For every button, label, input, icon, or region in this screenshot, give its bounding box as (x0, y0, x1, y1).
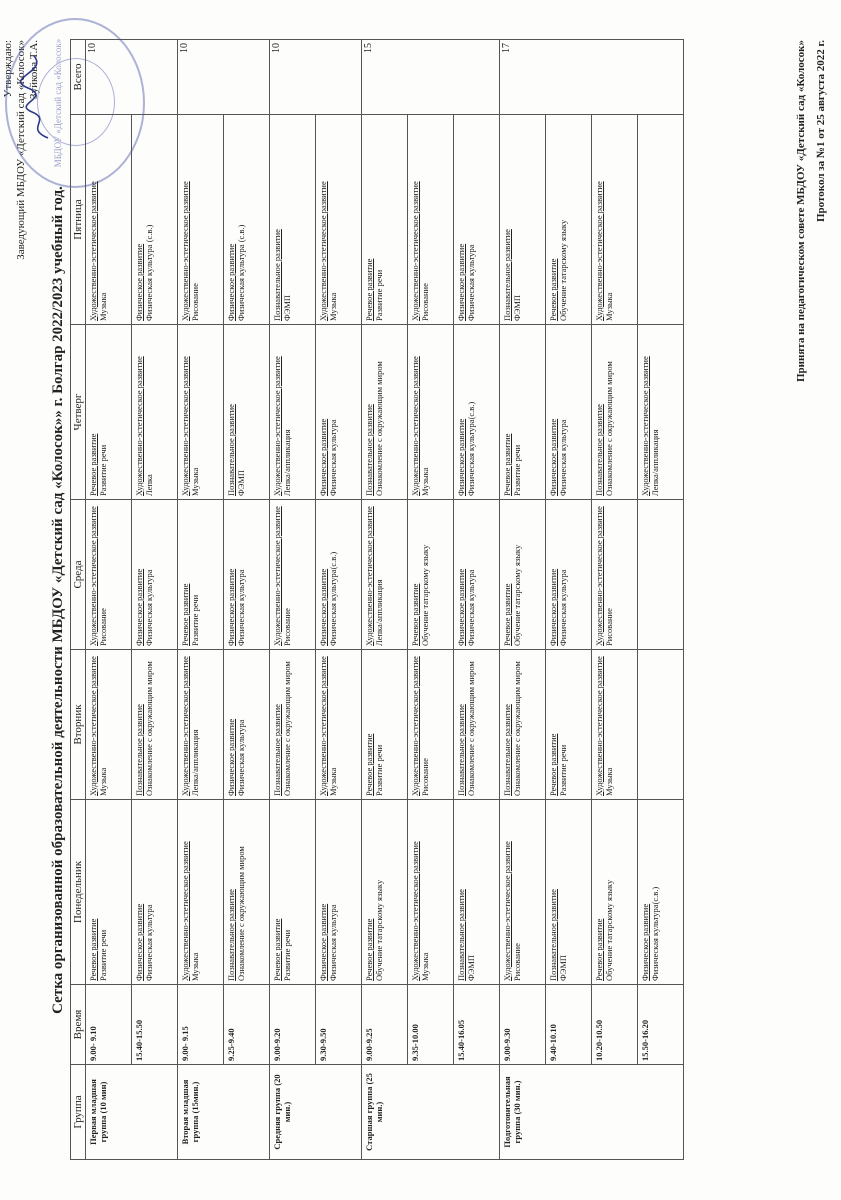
activity-cell (224, 325, 270, 500)
activity-domain: Речевое развитие (364, 258, 374, 321)
time-cell: 9.00-9.25 (362, 985, 408, 1065)
activity-domain: Художественно-эстетическое развитие (364, 506, 374, 646)
activity-cell (178, 115, 224, 325)
group-name-cell: Подготовительная группа (30 мин.) (500, 1065, 684, 1160)
activity-cell (224, 115, 270, 325)
activity-cell (546, 650, 592, 800)
activity-cell (362, 500, 408, 650)
activity-name: Физическая культура (144, 904, 154, 981)
schedule-table (70, 39, 684, 1160)
activity-name: Физическая культура (144, 569, 154, 646)
activity-cell (454, 650, 500, 800)
activity-domain: Художественно-эстетическое развитие (180, 841, 190, 981)
activity-cell (86, 115, 132, 325)
activity-domain: Художественно-эстетическое развитие (318, 181, 328, 321)
activity-name: Обучение татарскому языку (374, 879, 384, 981)
activity-domain: Познавательное развитие (134, 704, 144, 796)
total-cell: 15 (362, 40, 500, 115)
activity-domain: Познавательное развитие (272, 704, 282, 796)
table-row (592, 40, 638, 1160)
activity-domain: Физическое развитие (318, 568, 328, 646)
approval-line1: Заведующий МБДОУ «Детский сад «Колосок» (15, 40, 27, 260)
activity-cell (546, 325, 592, 500)
total-cell: 10 (270, 40, 362, 115)
activity-name: Ознакомление с окружающим миром (236, 846, 246, 981)
activity-cell (546, 500, 592, 650)
activity-domain: Познавательное развитие (226, 404, 236, 496)
activity-cell (316, 650, 362, 800)
activity-name: Развитие речи (98, 444, 108, 496)
activity-cell (178, 325, 224, 500)
activity-domain: Речевое развитие (502, 583, 512, 646)
activity-domain: Речевое развитие (410, 583, 420, 646)
activity-cell (178, 500, 224, 650)
activity-cell (408, 800, 454, 985)
time-cell: 15.40-15.50 (132, 985, 178, 1065)
activity-cell (638, 325, 684, 500)
approval-line2: Зуйкова Т.А. (28, 40, 40, 99)
activity-name: Физическая культура (с.в.) (236, 224, 246, 321)
activity-cell (178, 800, 224, 985)
activity-domain: Художественно-эстетическое развитие (272, 356, 282, 496)
activity-name: Музыка (190, 952, 200, 981)
activity-domain: Физическое развитие (318, 418, 328, 496)
activity-domain: Физическое развитие (226, 243, 236, 321)
activity-name: Музыка (98, 767, 108, 796)
activity-name: Физическая культура (558, 419, 568, 496)
activity-cell (316, 500, 362, 650)
activity-domain: Физическое развитие (548, 568, 558, 646)
time-cell: 9.00-9.30 (500, 985, 546, 1065)
column-header: Время (71, 985, 86, 1065)
activity-cell (500, 325, 546, 500)
column-header: Всего (71, 40, 86, 115)
activity-domain: Речевое развитие (88, 918, 98, 981)
activity-name: Ознакомление с окружающим миром (374, 361, 384, 496)
activity-domain: Физическое развитие (456, 418, 466, 496)
activity-domain: Познавательное развитие (364, 404, 374, 496)
activity-domain: Художественно-эстетическое развитие (180, 181, 190, 321)
activity-cell (408, 650, 454, 800)
activity-domain: Физическое развитие (134, 243, 144, 321)
time-cell: 9.25-9.40 (224, 985, 270, 1065)
activity-name: Развитие речи (282, 929, 292, 981)
activity-domain: Художественно-эстетическое развитие (640, 356, 650, 496)
activity-domain: Художественно-эстетическое развитие (180, 656, 190, 796)
activity-name: Музыка (604, 767, 614, 796)
activity-name: Физическая культура (236, 569, 246, 646)
activity-domain: Речевое развитие (180, 583, 190, 646)
activity-cell (500, 650, 546, 800)
footer-line1: Принята на педагогическом совете МБДОУ «Детский сад «Колосок» (795, 40, 807, 383)
activity-name: Рисование (420, 283, 430, 321)
activity-cell (638, 500, 684, 650)
activity-cell (408, 325, 454, 500)
table-row (86, 40, 132, 1160)
activity-name: Рисование (282, 608, 292, 646)
group-name-cell: Первая младшая группа (10 мин) (86, 1065, 178, 1160)
activity-name: Рисование (98, 608, 108, 646)
activity-name: Рисование (604, 608, 614, 646)
activity-name: Развитие речи (98, 929, 108, 981)
activity-domain: Художественно-эстетическое развитие (88, 181, 98, 321)
activity-domain: Физическое развитие (456, 568, 466, 646)
activity-name: Музыка (190, 467, 200, 496)
page-title: Сетка организованной образовательной деятельности МБДОУ «Детский сад «Колосок»» г. Болгар 2022/2023 учебный год. (50, 186, 66, 1014)
activity-cell (86, 325, 132, 500)
activity-domain: Познавательное развитие (502, 229, 512, 321)
column-header: Понедельник (71, 800, 86, 985)
activity-cell (592, 500, 638, 650)
activity-name: Ознакомление с окружающим миром (466, 661, 476, 796)
activity-domain: Художественно-эстетическое развитие (594, 656, 604, 796)
activity-domain: Физическое развитие (640, 903, 650, 981)
activity-cell (592, 800, 638, 985)
activity-domain: Физическое развитие (226, 718, 236, 796)
activity-name: Лепка/аппликация (650, 429, 660, 496)
activity-name: Музыка (328, 292, 338, 321)
activity-name: Физическая культура (328, 419, 338, 496)
activity-name: Развитие речи (558, 744, 568, 796)
table-row (316, 40, 362, 1160)
time-cell: 9.00- 9.10 (86, 985, 132, 1065)
table-row (178, 40, 224, 1160)
activity-name: Обучение татарскому языку (512, 544, 522, 646)
activity-cell (408, 115, 454, 325)
activity-domain: Речевое развитие (594, 918, 604, 981)
activity-domain: Познавательное развитие (594, 404, 604, 496)
activity-cell (132, 325, 178, 500)
activity-cell (362, 650, 408, 800)
activity-domain: Художественно-эстетическое развитие (502, 841, 512, 981)
activity-name: Ознакомление с окружающим миром (604, 361, 614, 496)
activity-domain: Речевое развитие (364, 733, 374, 796)
activity-name: Развитие речи (512, 444, 522, 496)
table-row (270, 40, 316, 1160)
activity-cell (592, 115, 638, 325)
activity-name: Музыка (420, 952, 430, 981)
activity-cell (86, 500, 132, 650)
time-cell: 9.00- 9.15 (178, 985, 224, 1065)
activity-domain: Физическое развитие (318, 903, 328, 981)
activity-domain: Познавательное развитие (548, 889, 558, 981)
activity-domain: Художественно-эстетическое развитие (88, 506, 98, 646)
activity-name: Рисование (420, 758, 430, 796)
group-name-cell: Старшая группа (25 мин.) (362, 1065, 500, 1160)
activity-cell (224, 650, 270, 800)
activity-cell (638, 650, 684, 800)
activity-cell (86, 650, 132, 800)
activity-name: Ознакомление с окружающим миром (144, 661, 154, 796)
activity-domain: Речевое развитие (364, 918, 374, 981)
activity-name: Обучение татарскому языку (604, 879, 614, 981)
activity-cell (546, 115, 592, 325)
activity-cell (316, 115, 362, 325)
activity-name: Рисование (512, 943, 522, 981)
time-cell: 9.00-9.20 (270, 985, 316, 1065)
activity-cell (362, 325, 408, 500)
activity-name: Развитие речи (374, 744, 384, 796)
activity-domain: Художественно-эстетическое развитие (594, 181, 604, 321)
activity-cell (500, 800, 546, 985)
table-row (132, 40, 178, 1160)
activity-name: Рисование (190, 283, 200, 321)
activity-cell (316, 800, 362, 985)
activity-cell (270, 800, 316, 985)
activity-name: Физическая культура (558, 569, 568, 646)
activity-name: Физическая культура(с.в.) (650, 886, 660, 981)
activity-domain: Художественно-эстетическое развитие (410, 356, 420, 496)
activity-domain: Художественно-эстетическое развитие (134, 356, 144, 496)
activity-cell (638, 115, 684, 325)
table-row (454, 40, 500, 1160)
activity-name: Физическая культура (466, 569, 476, 646)
activity-name: Лепка/аппликация (282, 429, 292, 496)
activity-cell (500, 115, 546, 325)
activity-domain: Речевое развитие (272, 918, 282, 981)
time-cell: 9.35-10.00 (408, 985, 454, 1065)
time-cell: 9.30-9.50 (316, 985, 362, 1065)
activity-name: Ознакомление с окружающим миром (282, 661, 292, 796)
activity-cell (454, 115, 500, 325)
time-cell: 15.40-16.05 (454, 985, 500, 1065)
activity-name: Физическая культура (236, 719, 246, 796)
activity-cell (592, 325, 638, 500)
activity-cell (132, 650, 178, 800)
column-header: Вторник (71, 650, 86, 800)
column-header: Пятница (71, 115, 86, 325)
activity-name: Лепка/аппликация (190, 729, 200, 796)
activity-cell (362, 115, 408, 325)
activity-name: Физическая культура (с.в.) (144, 224, 154, 321)
activity-name: Музыка (328, 767, 338, 796)
table-row (408, 40, 454, 1160)
activity-cell (638, 800, 684, 985)
activity-name: Развитие речи (190, 594, 200, 646)
table-row (500, 40, 546, 1160)
activity-domain: Художественно-эстетическое развитие (272, 506, 282, 646)
activity-cell (454, 800, 500, 985)
time-cell: 9.40-10.10 (546, 985, 592, 1065)
activity-cell (408, 500, 454, 650)
activity-cell (270, 650, 316, 800)
table-header-row (71, 40, 86, 1160)
approval-label: Утверждаю: (2, 40, 14, 98)
seal-text: МБДОУ «Детский сад «Колосок» (53, 38, 63, 168)
activity-cell (132, 800, 178, 985)
activity-name: Физическая культура (328, 904, 338, 981)
footer-line2: Протокол за №1 от 25 августа 2022 г. (815, 40, 827, 223)
column-header: Группа (71, 1065, 86, 1160)
activity-domain: Познавательное развитие (502, 704, 512, 796)
activity-cell (132, 115, 178, 325)
activity-domain: Познавательное развитие (456, 704, 466, 796)
group-name-cell: Вторая младшая группа (15мин.) (178, 1065, 270, 1160)
activity-domain: Художественно-эстетическое развитие (594, 506, 604, 646)
activity-name: ФЭМП (282, 294, 292, 321)
activity-cell (270, 500, 316, 650)
activity-name: Лепка/аппликация (374, 579, 384, 646)
activity-name: Физическая культура(с.в.) (466, 401, 476, 496)
activity-name: ФЭМП (558, 954, 568, 981)
activity-cell (362, 800, 408, 985)
activity-domain: Художественно-эстетическое развитие (180, 356, 190, 496)
activity-name: Физическая культура(с.в.) (328, 551, 338, 646)
column-header: Четверг (71, 325, 86, 500)
table-row (362, 40, 408, 1160)
activity-domain: Художественно-эстетическое развитие (410, 656, 420, 796)
table-row (638, 40, 684, 1160)
time-cell: 15.50-16.20 (638, 985, 684, 1065)
activity-cell (132, 500, 178, 650)
activity-domain: Речевое развитие (88, 433, 98, 496)
activity-name: ФЭМП (512, 294, 522, 321)
activity-name: Музыка (604, 292, 614, 321)
activity-cell (546, 800, 592, 985)
activity-name: Развитие речи (374, 269, 384, 321)
activity-name: ФЭМП (236, 469, 246, 496)
activity-domain: Речевое развитие (548, 258, 558, 321)
activity-domain: Познавательное развитие (272, 229, 282, 321)
activity-cell (178, 650, 224, 800)
activity-domain: Физическое развитие (548, 418, 558, 496)
activity-domain: Физическое развитие (226, 568, 236, 646)
activity-name: ФЭМП (466, 954, 476, 981)
activity-cell (454, 325, 500, 500)
activity-domain: Речевое развитие (548, 733, 558, 796)
activity-name: Музыка (98, 292, 108, 321)
group-name-cell: Средняя группа (20 мин.) (270, 1065, 362, 1160)
activity-domain: Художественно-эстетическое развитие (410, 841, 420, 981)
activity-name: Ознакомление с окружающим миром (512, 661, 522, 796)
table-row (546, 40, 592, 1160)
activity-cell (270, 325, 316, 500)
activity-name: Обучение татарскому языку (420, 544, 430, 646)
activity-cell (86, 800, 132, 985)
activity-domain: Познавательное развитие (456, 889, 466, 981)
activity-cell (500, 500, 546, 650)
time-cell: 10.20-10.50 (592, 985, 638, 1065)
activity-domain: Художественно-эстетическое развитие (318, 656, 328, 796)
activity-domain: Физическое развитие (456, 243, 466, 321)
activity-domain: Физическое развитие (134, 568, 144, 646)
activity-cell (316, 325, 362, 500)
activity-cell (224, 800, 270, 985)
activity-name: Лепка (144, 474, 154, 496)
table-body (86, 40, 684, 1160)
activity-domain: Художественно-эстетическое развитие (88, 656, 98, 796)
activity-cell (454, 500, 500, 650)
activity-domain: Физическое развитие (134, 903, 144, 981)
activity-name: Физическая культура (466, 244, 476, 321)
activity-cell (270, 115, 316, 325)
activity-cell (592, 650, 638, 800)
activity-domain: Речевое развитие (502, 433, 512, 496)
total-cell: 10 (178, 40, 270, 115)
column-header: Среда (71, 500, 86, 650)
activity-name: Музыка (420, 467, 430, 496)
activity-cell (224, 500, 270, 650)
activity-domain: Художественно-эстетическое развитие (410, 181, 420, 321)
activity-name: Обучение татарскому языку (558, 219, 568, 321)
total-cell: 17 (500, 40, 684, 115)
total-cell: 10 (86, 40, 178, 115)
table-row (224, 40, 270, 1160)
activity-domain: Познавательное развитие (226, 889, 236, 981)
